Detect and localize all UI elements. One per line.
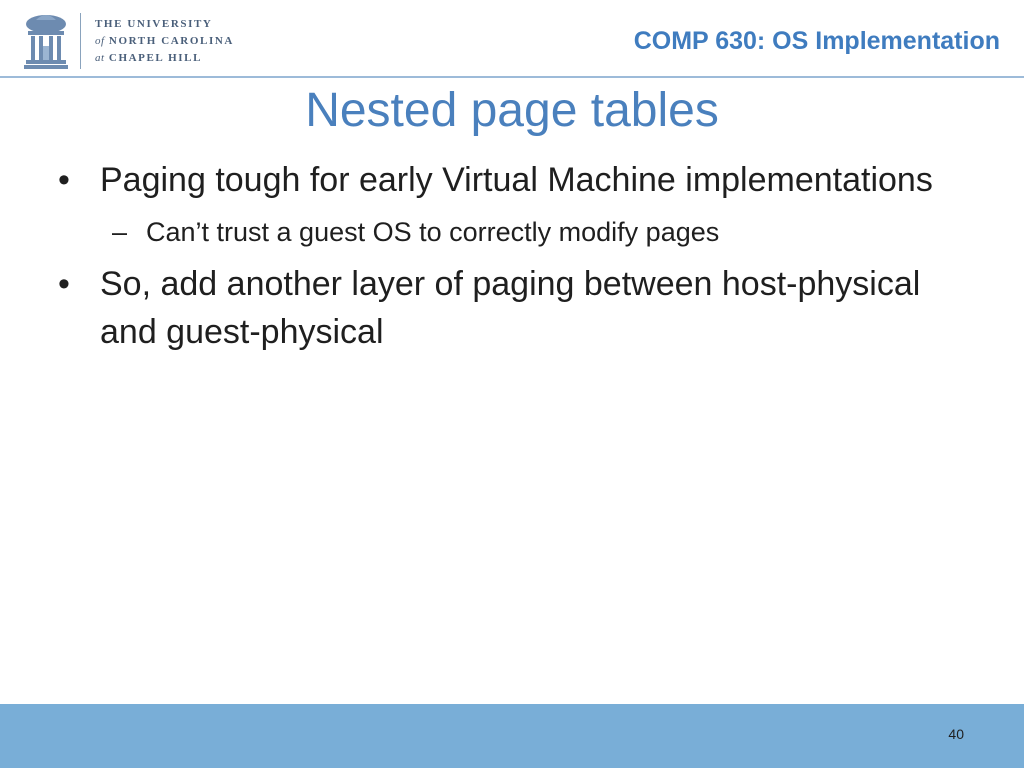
logo-divider — [80, 13, 81, 69]
logo-line-2-text: NORTH CAROLINA — [108, 34, 234, 47]
logo-line-1: THE UNIVERSITY — [95, 17, 213, 30]
university-wordmark — [95, 16, 234, 67]
course-title: COMP 630: OS Implementation — [633, 27, 1000, 55]
header-divider — [0, 76, 1024, 78]
slide-content — [56, 156, 956, 364]
logo-line-3 — [95, 50, 234, 67]
page-number: 40 — [948, 726, 964, 742]
logo-line-2-prefix: of — [95, 34, 105, 47]
sub-bullet-text: Can’t trust a guest OS to correctly modify pages — [146, 217, 720, 247]
slide-header — [0, 0, 1024, 78]
bullet-marker: • — [58, 161, 70, 199]
footer-bar — [0, 704, 1024, 768]
bullet-item — [56, 156, 956, 204]
logo-line-2 — [95, 33, 234, 50]
logo-line-3-prefix: at — [95, 51, 105, 64]
bullet-item — [56, 260, 956, 356]
bullet-text: Paging tough for early Virtual Machine implementations — [100, 161, 933, 199]
slide-title: Nested page tables — [305, 84, 719, 137]
old-well-icon — [24, 12, 68, 70]
sub-bullet-marker: – — [112, 217, 128, 247]
logo-line-3-text: CHAPEL HILL — [108, 51, 203, 64]
university-logo — [24, 12, 234, 70]
sub-bullet-item — [56, 212, 956, 252]
bullet-marker: • — [58, 265, 70, 303]
bullet-text: So, add another layer of paging between host-physical and guest-physical — [100, 265, 921, 351]
